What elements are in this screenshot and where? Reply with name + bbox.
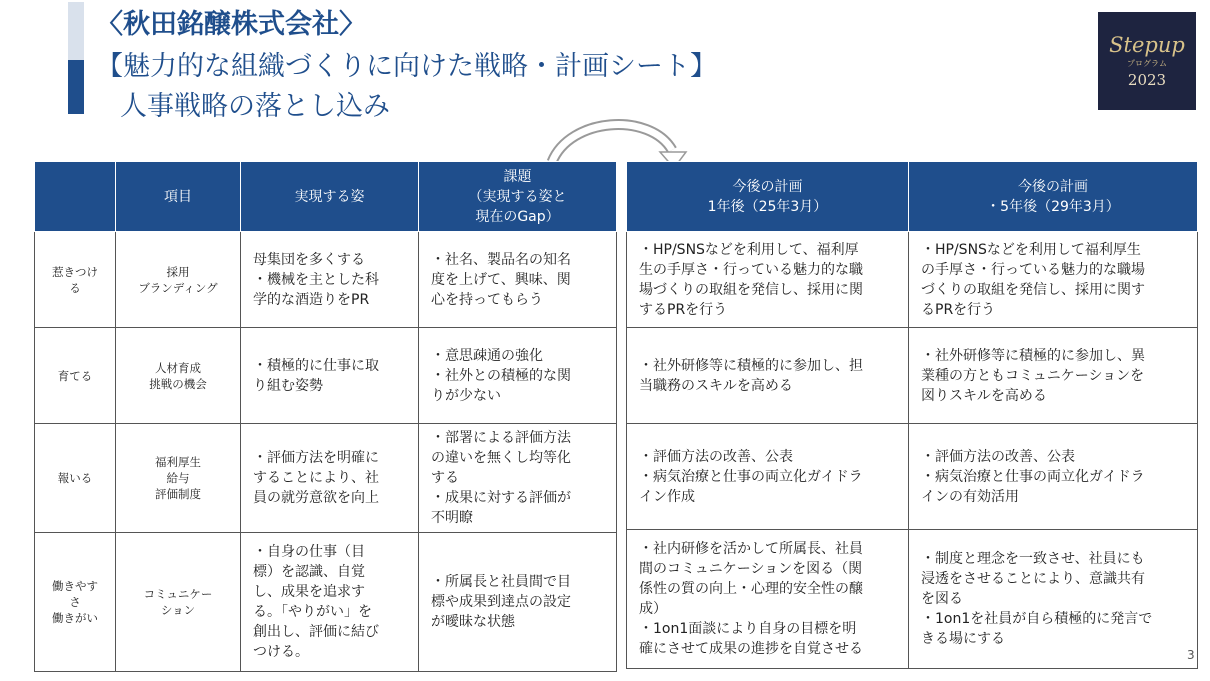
item-cell: 採用 ブランディング bbox=[116, 232, 241, 328]
strategy-table-header-row bbox=[35, 162, 617, 232]
title-accent-light bbox=[68, 2, 84, 60]
issue-cell: ・部署による評価方法 の違いを無くし均等化 する ・成果に対する評価が 不明瞭 bbox=[419, 424, 617, 533]
strategy-table bbox=[34, 161, 617, 672]
plan-5y-cell: ・制度と理念を一致させ、社員にも 浸透をさせることにより、意識共有 を図る ・1on1を社員が自ら積極的に発言で きる場にする bbox=[909, 530, 1198, 669]
table-row bbox=[627, 530, 1198, 669]
header-item: 項目 bbox=[116, 162, 241, 232]
item-cell: コミュニケー ション bbox=[116, 533, 241, 672]
issue-cell: ・社名、製品名の知名 度を上げて、興味、関 心を持ってもらう bbox=[419, 232, 617, 328]
title-accent-dark bbox=[68, 60, 84, 114]
category-cell: 惹きつけ る bbox=[35, 232, 116, 328]
issue-cell: ・意思疎通の強化 ・社外との積極的な関 りが少ない bbox=[419, 328, 617, 424]
plan-1y-cell: ・評価方法の改善、公表 ・病気治療と仕事の両立化ガイドラ イン作成 bbox=[627, 424, 909, 530]
goal-cell: ・評価方法を明確に することにより、社 員の就労意欲を向上 bbox=[241, 424, 419, 533]
category-cell: 育てる bbox=[35, 328, 116, 424]
logo-main-text: Stepup bbox=[1109, 32, 1185, 57]
issue-cell: ・所属長と社員間で目 標や成果到達点の設定 が曖昧な状態 bbox=[419, 533, 617, 672]
table-row bbox=[627, 232, 1198, 328]
plan-5y-cell: ・社外研修等に積極的に参加し、異 業種の方ともコミュニケーションを 図りスキルを高める bbox=[909, 328, 1198, 424]
company-title: 〈秋田銘醸株式会社〉 bbox=[96, 9, 366, 40]
table-row bbox=[627, 424, 1198, 530]
header-plan-1y: 今後の計画 1年後（25年3月） bbox=[627, 162, 909, 232]
table-row bbox=[35, 232, 617, 328]
category-cell: 働きやす さ 働きがい bbox=[35, 533, 116, 672]
category-cell: 報いる bbox=[35, 424, 116, 533]
sheet-subtitle: 【魅力的な組織づくりに向けた戦略・計画シート】 bbox=[96, 51, 717, 82]
goal-cell: ・自身の仕事（目 標）を認識、自覚 し、成果を追求す る。「やりがい」を 創出し、評価に結び つける。 bbox=[241, 533, 419, 672]
table-row bbox=[35, 424, 617, 533]
plan-table bbox=[626, 161, 1198, 669]
goal-cell: ・積極的に仕事に取 り組む姿勢 bbox=[241, 328, 419, 424]
section-title: 人事戦略の落とし込み bbox=[120, 91, 390, 122]
plan-1y-cell: ・社内研修を活かして所属長、社員 間のコミュニケーションを図る（関 係性の質の向上・心理的安全性の醸 成） ・1on1面談により自身の目標を明 確にさせて成果の進捗を自覚させる bbox=[627, 530, 909, 669]
logo-sub-text: プログラム bbox=[1127, 58, 1167, 68]
stepup-logo bbox=[1098, 12, 1196, 110]
table-row bbox=[35, 533, 617, 672]
header-category bbox=[35, 162, 116, 232]
plan-1y-cell: ・社外研修等に積極的に参加し、担 当職務のスキルを高める bbox=[627, 328, 909, 424]
goal-cell: 母集団を多くする ・機械を主とした科 学的な酒造りをPR bbox=[241, 232, 419, 328]
header-goal: 実現する姿 bbox=[241, 162, 419, 232]
item-cell: 人材育成 挑戦の機会 bbox=[116, 328, 241, 424]
logo-year-text: 2023 bbox=[1127, 70, 1167, 89]
plan-table-header-row bbox=[627, 162, 1198, 232]
page-number: 3 bbox=[1187, 648, 1195, 662]
item-cell: 福利厚生 給与 評価制度 bbox=[116, 424, 241, 533]
table-row bbox=[35, 328, 617, 424]
plan-1y-cell: ・HP/SNSなどを利用して、福利厚 生の手厚さ・行っている魅力的な職 場づくりの取組を発信し、採用に関 するPRを行う bbox=[627, 232, 909, 328]
plan-5y-cell: ・HP/SNSなどを利用して福利厚生 の手厚さ・行っている魅力的な職場 づくりの取組を発信し、採用に関す るPRを行う bbox=[909, 232, 1198, 328]
plan-5y-cell: ・評価方法の改善、公表 ・病気治療と仕事の両立化ガイドラ インの有効活用 bbox=[909, 424, 1198, 530]
header-issue: 課題 （実現する姿と 現在のGap） bbox=[419, 162, 617, 232]
header-plan-5y: 今後の計画 ・5年後（29年3月） bbox=[909, 162, 1198, 232]
table-row bbox=[627, 328, 1198, 424]
